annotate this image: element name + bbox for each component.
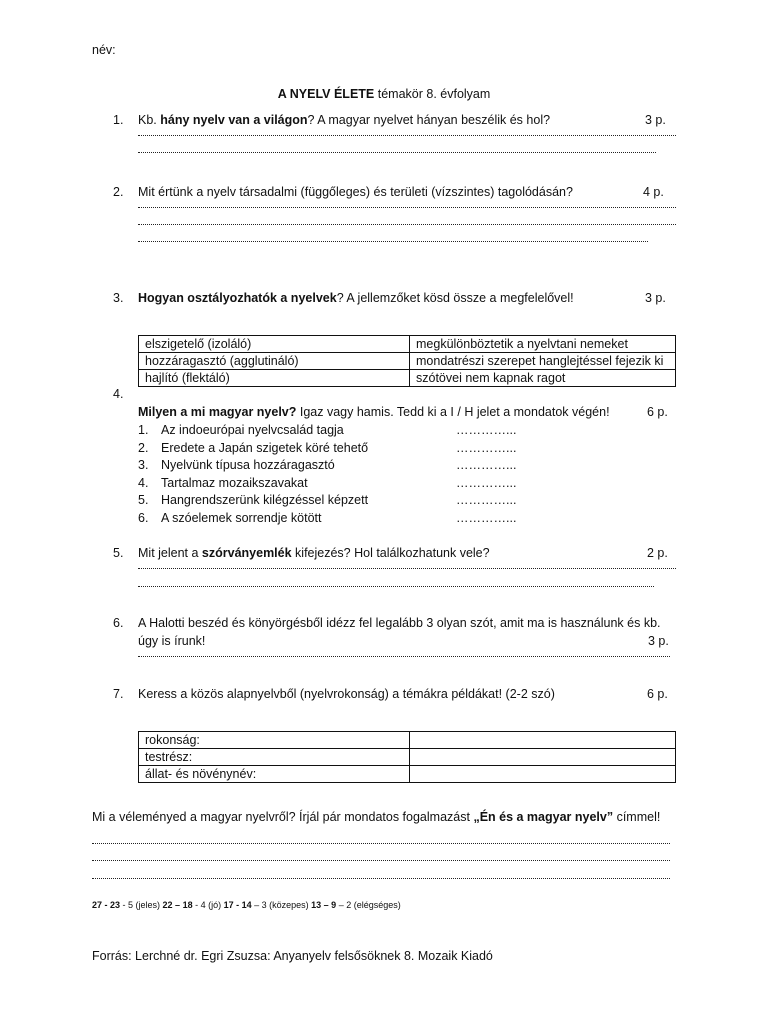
q4-item-blank[interactable]: …………... [456, 423, 517, 437]
q1-number: 1. [113, 113, 124, 127]
q1-bold: hány nyelv van a világon [160, 113, 308, 127]
q4-number: 4. [113, 387, 124, 401]
title-rest: témakör 8. évfolyam [374, 87, 491, 101]
name-label: név: [92, 43, 116, 57]
table-row [139, 766, 676, 783]
q4-item-text: A szóelemek sorrendje kötött [161, 511, 322, 525]
q4-points: 6 p. [647, 405, 668, 419]
q1-post: ? A magyar nyelvet hányan beszélik és hol? [307, 113, 551, 127]
q4-bold: Milyen a mi magyar nyelv? [138, 405, 297, 419]
title-bold: A NYELV ÉLETE [277, 87, 375, 101]
q4-item-number: 4. [138, 476, 149, 490]
q6-points: 3 p. [648, 634, 669, 648]
q1-points: 3 p. [645, 113, 666, 127]
q3-matching-table [138, 335, 676, 387]
q3-points: 3 p. [645, 291, 666, 305]
q6-answer-line[interactable] [138, 653, 670, 657]
table-cell[interactable]: mondatrészi szerepet hanglejtéssel fejezik ki [410, 353, 676, 370]
table-row [139, 336, 676, 353]
q4-text [138, 405, 610, 419]
q4-item-blank[interactable]: …………... [456, 511, 517, 525]
q4-item-number: 2. [138, 441, 149, 455]
table-cell: testrész: [139, 749, 410, 766]
q5-answer-line[interactable] [138, 583, 654, 587]
q4-item-number: 5. [138, 493, 149, 507]
q5-post: kifejezés? Hol találkozhatunk vele? [291, 546, 490, 560]
q5-bold: szórványemlék [201, 546, 292, 560]
table-row [139, 749, 676, 766]
answer-cell[interactable] [410, 749, 676, 766]
essay-answer-line[interactable] [92, 875, 670, 879]
page-title [0, 87, 768, 101]
table-row [139, 353, 676, 370]
grade-range: 27 - 23 [92, 900, 121, 910]
table-cell[interactable]: hozzáragasztó (agglutináló) [139, 353, 410, 370]
q2-text: Mit értünk a nyelv társadalmi (függőleges) és területi (vízszintes) tagolódásán? [138, 185, 573, 199]
q3-text [138, 291, 574, 305]
essay-post: címmel! [613, 810, 661, 824]
q2-number: 2. [113, 185, 124, 199]
grade-range: 17 - 14 [223, 900, 252, 910]
table-row [139, 370, 676, 387]
q5-points: 2 p. [647, 546, 668, 560]
grade-label: – 2 (elégséges) [336, 900, 401, 910]
q4-item-blank[interactable]: …………... [456, 476, 517, 490]
q1-text [138, 113, 550, 127]
q4-item-text: Az indoeurópai nyelvcsalád tagja [161, 423, 344, 437]
q4-item-number: 6. [138, 511, 149, 525]
q3-post: ? A jellemzőket kösd össze a megfelelővel! [336, 291, 574, 305]
table-cell[interactable]: elszigetelő (izoláló) [139, 336, 410, 353]
q2-answer-line[interactable] [138, 204, 676, 208]
q1-answer-line[interactable] [138, 149, 656, 153]
grade-range: 22 – 18 [162, 900, 193, 910]
q3-bold: Hogyan osztályozhatók a nyelvek [138, 291, 337, 305]
q4-post: Igaz vagy hamis. Tedd ki a I / H jelet a mondatok végén! [296, 405, 610, 419]
q5-number: 5. [113, 546, 124, 560]
q4-item-text: Hangrendszerünk kilégzéssel képzett [161, 493, 369, 507]
table-cell: állat- és növénynév: [139, 766, 410, 783]
q4-item-text: Nyelvünk típusa hozzáragasztó [161, 458, 335, 472]
answer-cell[interactable] [410, 732, 676, 749]
grade-label: - 4 (jó) [192, 900, 224, 910]
q5-text [138, 546, 490, 560]
table-cell: rokonság: [139, 732, 410, 749]
grade-label: - 5 (jeles) [120, 900, 163, 910]
q1-answer-line[interactable] [138, 132, 676, 136]
q4-item-text: Eredete a Japán szigetek köré tehető [161, 441, 369, 455]
q2-answer-line[interactable] [138, 238, 648, 242]
q1-pre: Kb. [138, 113, 161, 127]
table-cell[interactable]: megkülönböztetik a nyelvtani nemeket [410, 336, 676, 353]
grading-scale [92, 900, 401, 910]
q5-pre: Mit jelent a [138, 546, 202, 560]
q3-number: 3. [113, 291, 124, 305]
essay-answer-line[interactable] [92, 857, 670, 861]
essay-title: „Én és a magyar nyelv” [473, 810, 614, 824]
essay-pre: Mi a véleményed a magyar nyelvről? Írjál pár mondatos fogalmazást [92, 810, 474, 824]
source-citation: Forrás: Lerchné dr. Egri Zsuzsa: Anyanyelv felsősöknek 8. Mozaik Kiadó [92, 949, 493, 963]
q7-answer-table [138, 731, 676, 783]
grade-label: – 3 (közepes) [251, 900, 312, 910]
essay-answer-line[interactable] [92, 840, 670, 844]
q6-number: 6. [113, 616, 124, 630]
q2-points: 4 p. [643, 185, 664, 199]
q6-text-line2: úgy is írunk! [138, 634, 206, 648]
q7-points: 6 p. [647, 687, 668, 701]
q7-text: Keress a közös alapnyelvből (nyelvrokonság) a témákra példákat! (2-2 szó) [138, 687, 555, 701]
q4-item-blank[interactable]: …………... [456, 458, 517, 472]
table-cell[interactable]: szótövei nem kapnak ragot [410, 370, 676, 387]
q4-item-blank[interactable]: …………... [456, 493, 517, 507]
grade-range: 13 – 9 [311, 900, 337, 910]
q7-number: 7. [113, 687, 124, 701]
q6-text-line1: A Halotti beszéd és könyörgésből idézz fel legalább 3 olyan szót, amit ma is használunk és kb. [138, 616, 661, 630]
q4-item-number: 1. [138, 423, 149, 437]
table-cell[interactable]: hajlító (flektáló) [139, 370, 410, 387]
q4-item-blank[interactable]: …………... [456, 441, 517, 455]
q2-answer-line[interactable] [138, 221, 676, 225]
table-row [139, 732, 676, 749]
q4-item-number: 3. [138, 458, 149, 472]
essay-prompt [92, 810, 660, 824]
answer-cell[interactable] [410, 766, 676, 783]
q4-item-text: Tartalmaz mozaikszavakat [161, 476, 308, 490]
q5-answer-line[interactable] [138, 565, 676, 569]
